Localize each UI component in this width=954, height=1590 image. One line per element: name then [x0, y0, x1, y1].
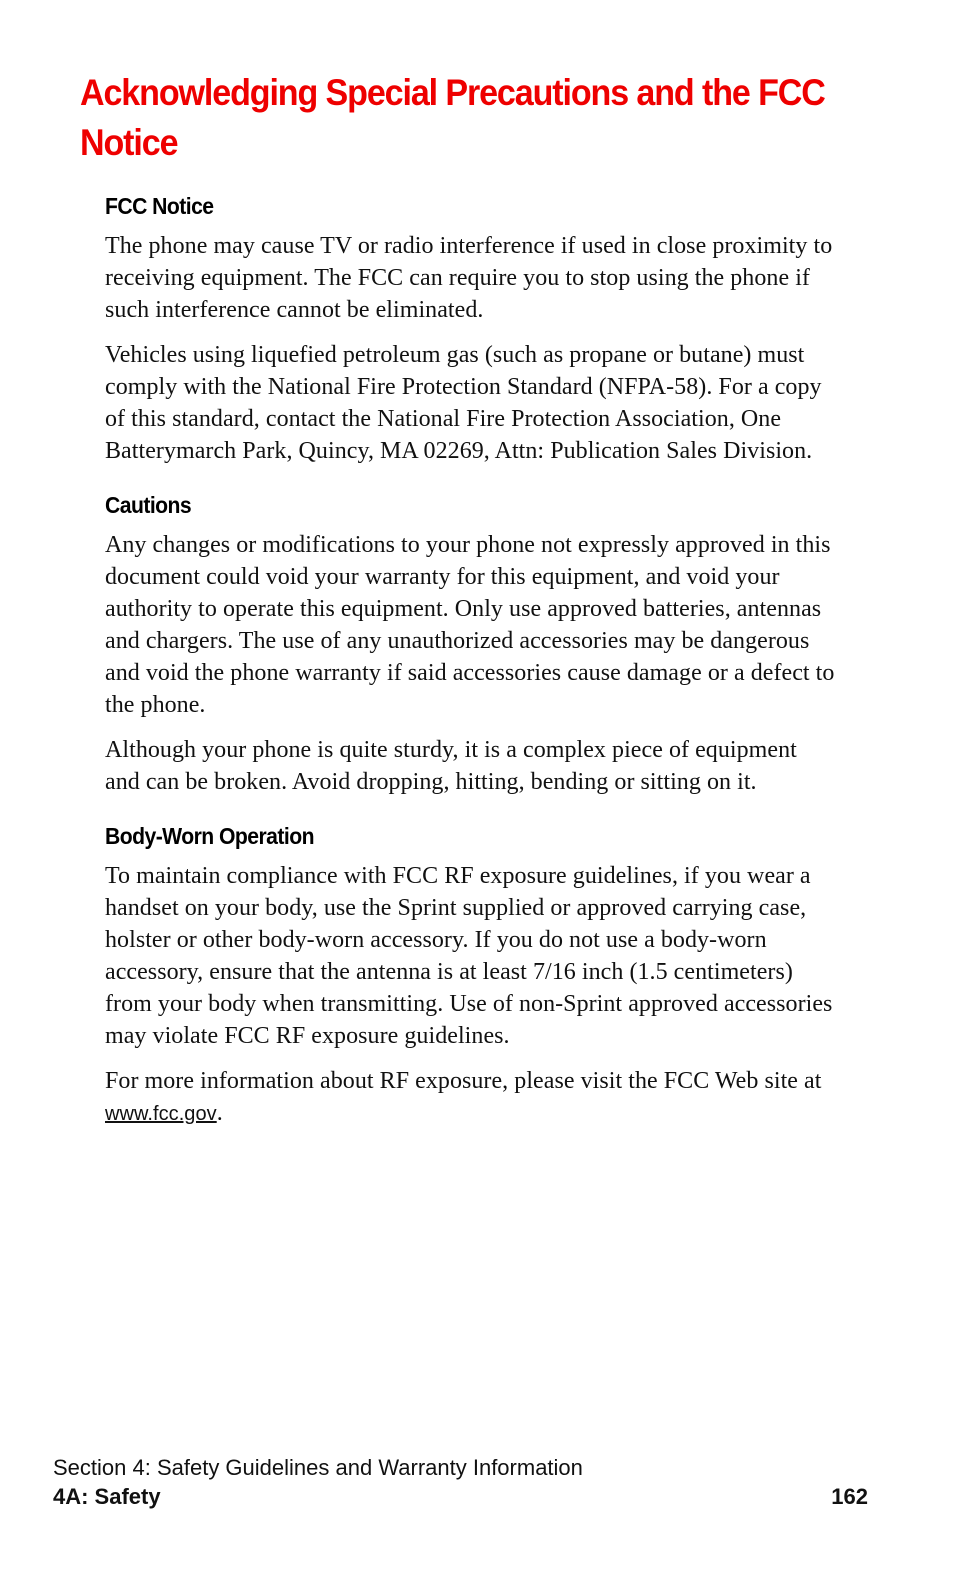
section-body-worn-operation — [105, 816, 835, 1130]
page-title: Acknowledging Special Precautions and the FCC Notice — [80, 72, 825, 163]
paragraph: Vehicles using liquefied petroleum gas (such as propane or butane) must comply with the National Fire Protection Standard (NFPA-58). For a copy of this standard, contact the National Fire Protection Association, One Batterymarch Park, Quincy, MA 02269, Attn: Publication Sales Division. — [105, 342, 822, 464]
footer-row — [53, 1482, 868, 1512]
section-heading: Body-Worn Operation — [105, 823, 314, 849]
section-fcc-notice — [105, 186, 835, 467]
paragraph: To maintain compliance with FCC RF exposure guidelines, if you wear a handset on your body, use the Sprint supplied or approved carrying case, holster or other body-worn accessory. If you do not use a body-worn accessory, ensure that the antenna is at least 7/16 inch (1.5 centimeters) from your body when transmitting. Use of non-Sprint approved accessories may violate FCC RF exposure guidelines. — [105, 863, 833, 1049]
page-footer — [53, 1454, 868, 1512]
footer-section-label: Section 4: Safety Guidelines and Warranty Information — [53, 1455, 583, 1480]
paragraph: Although your phone is quite sturdy, it is a complex piece of equipment and can be broken. Avoid dropping, hitting, bending or sitting on it. — [105, 737, 797, 795]
rf-info-text: For more information about RF exposure, please visit the FCC Web site at — [105, 1068, 822, 1094]
section-heading: Cautions — [105, 492, 192, 518]
page-content — [105, 186, 835, 1130]
page-number: 162 — [831, 1484, 868, 1509]
paragraph: Any changes or modifications to your phone not expressly approved in this document could void your warranty for this equipment, and void your authority to operate this equipment. Only use approved batteries, antennas and chargers. The use of any unauthorized accessories may be dangerous and void the phone warranty if said accessories cause damage or a defect to the phone. — [105, 532, 835, 718]
footer-chapter: 4A: Safety — [53, 1484, 161, 1509]
paragraph-rf-info — [105, 1065, 835, 1130]
section-cautions — [105, 485, 835, 798]
section-heading: FCC Notice — [105, 193, 214, 219]
fcc-website-link[interactable]: www.fcc.gov — [105, 1103, 217, 1125]
rf-info-period: . — [216, 1100, 223, 1126]
paragraph: The phone may cause TV or radio interference if used in close proximity to receiving equipment. The FCC can require you to stop using the phone if such interference cannot be eliminated. — [105, 233, 833, 323]
